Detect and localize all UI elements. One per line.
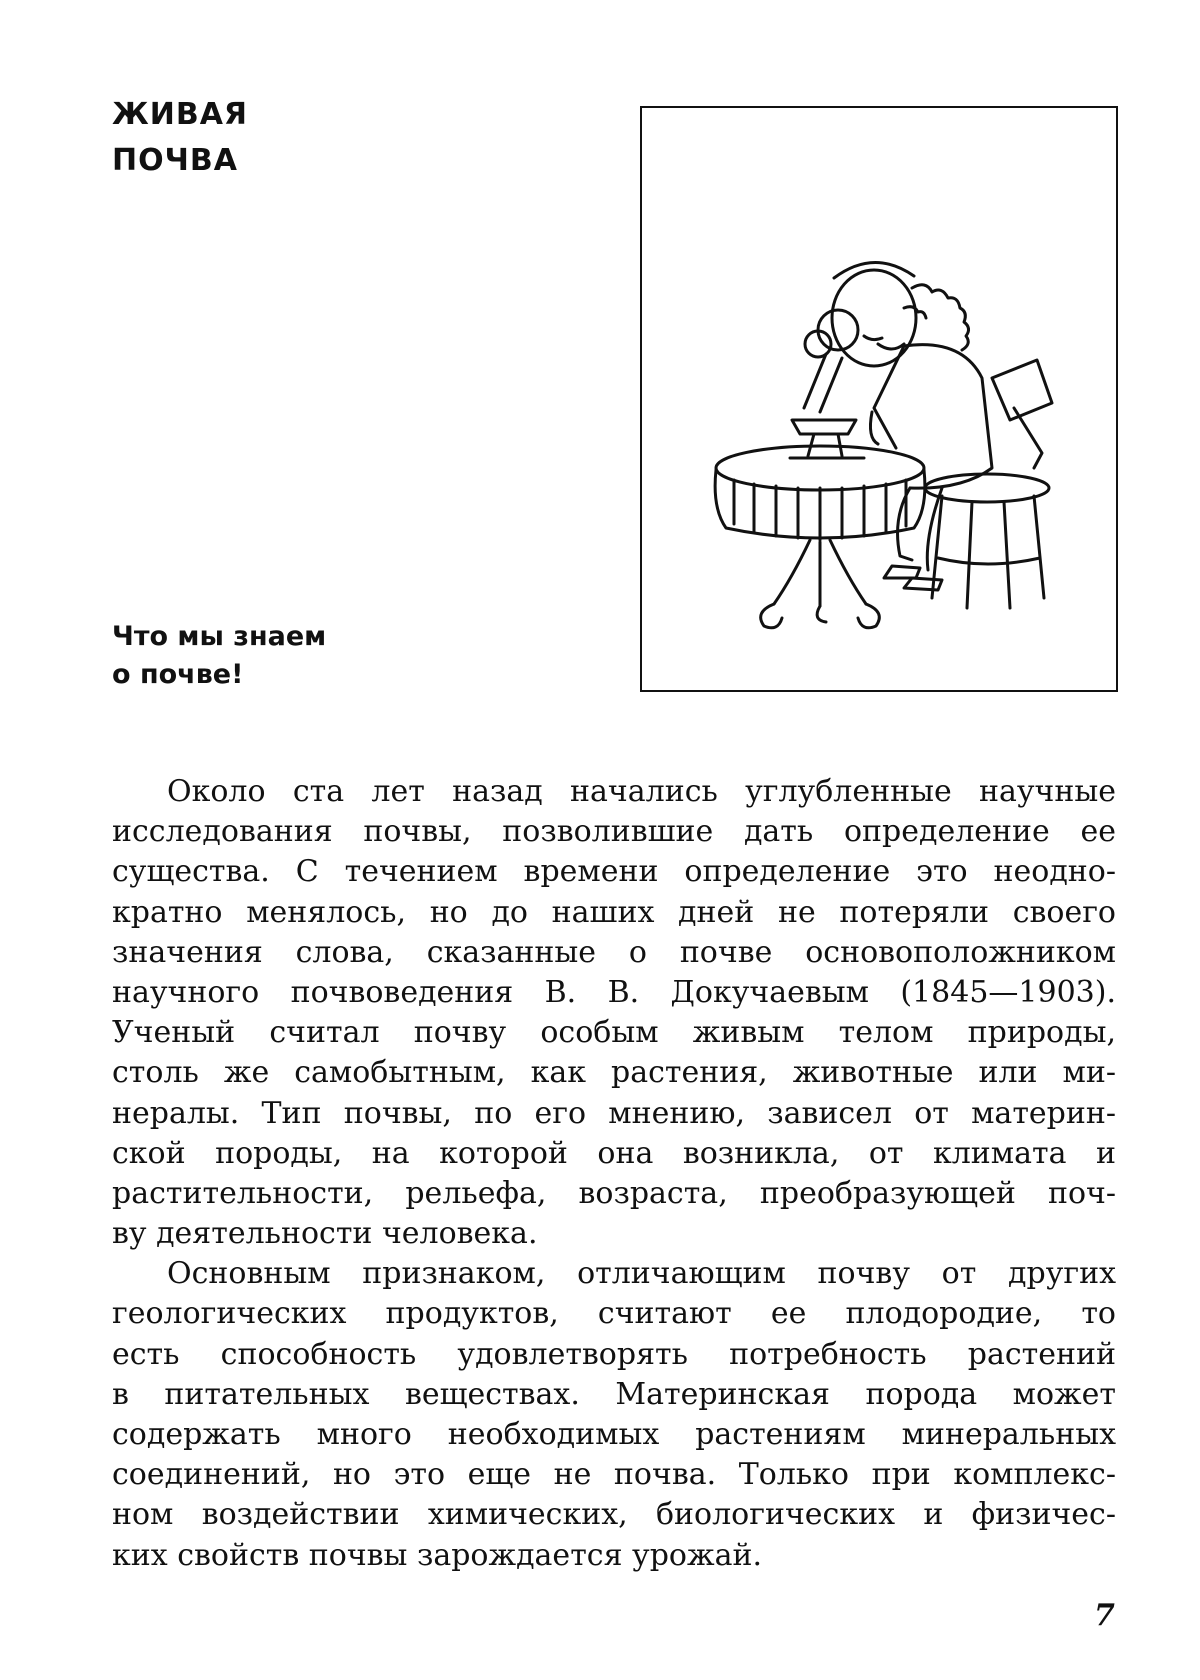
text-line: научного почвоведения В. В. Докучаевым (1845—1903). (112, 974, 1116, 1010)
text-line: Основным признаком, отличающим почву от других (167, 1256, 1116, 1292)
scientist-microscope-icon (642, 108, 1116, 690)
section-subheading-line: о почве! (112, 659, 244, 690)
text-line: геологических продуктов, считают ее плодородие, то (112, 1296, 1116, 1332)
text-line: нералы. Тип почвы, по его мнению, зависел от материн- (112, 1095, 1116, 1131)
illustration-frame (640, 106, 1118, 692)
text-line: ких свойств почвы зарождается урожай. (112, 1537, 762, 1573)
text-line: столь же самобытным, как растения, животные или ми- (112, 1055, 1116, 1091)
chapter-heading (112, 92, 248, 184)
text-line: кратно менялось, но до наших дней не потеряли своего (112, 894, 1116, 930)
text-line: существа. С течением времени определение это неодно- (112, 854, 1116, 890)
page-number: 7 (1094, 1598, 1115, 1633)
text-line: ном воздействии химических, биологических и физичес- (112, 1497, 1116, 1533)
paragraph (112, 772, 1116, 1254)
text-line: Ученый считал почву особым живым телом природы, (112, 1015, 1116, 1051)
text-line: Около ста лет назад начались углубленные научные (167, 774, 1116, 809)
paragraph (112, 1254, 1116, 1576)
section-subheading-line: Что мы знаем (112, 621, 327, 652)
chapter-heading-line: ЖИВАЯ (112, 97, 249, 132)
text-line: ву деятельности человека. (112, 1216, 538, 1252)
text-line: исследования почвы, позволившие дать определение ее (112, 814, 1116, 850)
text-line: в питательных веществах. Материнская порода может (112, 1376, 1116, 1412)
section-subheading (112, 618, 326, 694)
text-line: есть способность удовлетворять потребность растений (112, 1336, 1116, 1372)
text-line: растительности, рельефа, возраста, преобразующей поч- (112, 1175, 1116, 1211)
text-line: значения слова, сказанные о почве основоположником (112, 934, 1116, 970)
text-line: ской породы, на которой она возникла, от климата и (112, 1135, 1116, 1171)
text-line: соединений, но это еще не почва. Только при комплекс- (112, 1457, 1116, 1493)
chapter-heading-line: ПОЧВА (112, 143, 238, 178)
text-line: содержать много необходимых растениям минеральных (112, 1417, 1116, 1452)
body-text (112, 772, 1116, 1576)
